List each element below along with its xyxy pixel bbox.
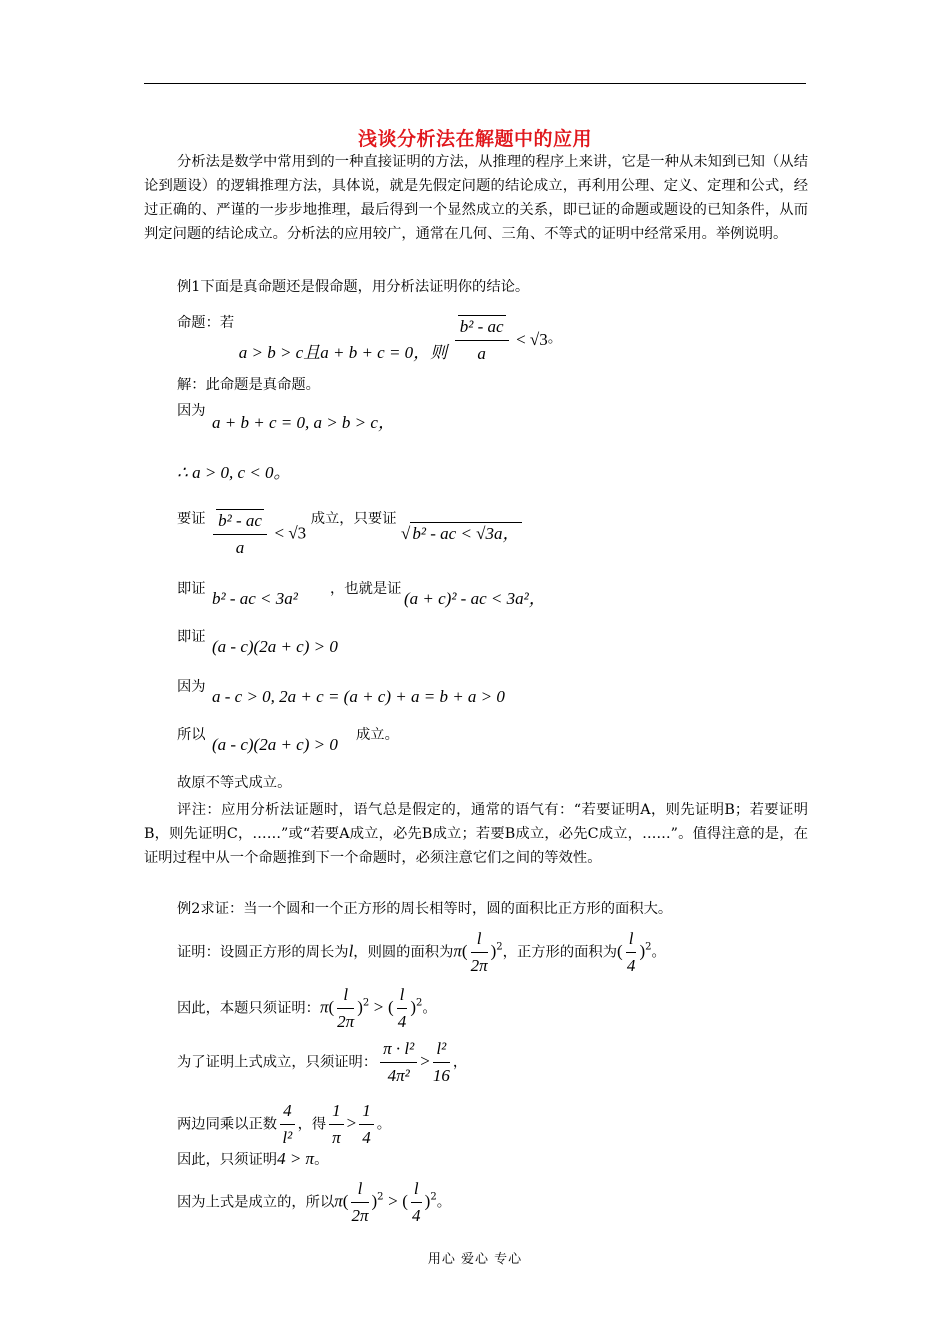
to-prove-den-1: 4π² (387, 1066, 410, 1085)
proof-square-num: l (626, 926, 637, 953)
only-prove-gt: > (373, 997, 384, 1017)
need-prove-target: √ b² - ac < √3a， (401, 523, 520, 543)
to-prove-frac-2 (433, 1036, 450, 1089)
page-footer: 用心 爱心 专心 (427, 1252, 523, 1267)
proposition-denominator: a (477, 344, 486, 363)
final-need-formula: 4 > π (277, 1149, 315, 1168)
only-prove-num-1: l (337, 982, 354, 1009)
so-tail: 成立。 (356, 727, 399, 743)
because-formula: a + b + c = 0, a > b > c， (212, 413, 395, 432)
only-prove-frac-1 (337, 982, 354, 1035)
proof-text-b: ，则圆的面积为 (353, 944, 454, 961)
therefore-line: ∴ a > 0, c < 0。 (177, 463, 291, 482)
period: 。 (376, 1116, 392, 1133)
proof-line: 证明：设圆正方形的周长为l，则圆的面积为π( $\frac{l}{2\pi}$ )$^2$，正方形的面积为( $\frac{l}{4}$ )$^2$。 (177, 926, 666, 979)
proof-circle-fraction (471, 926, 488, 979)
final-gt: > (388, 1191, 398, 1211)
period: 。 (651, 944, 666, 961)
need-prove-denominator: a (235, 538, 245, 557)
multiply-result-den-2: 4 (362, 1128, 371, 1147)
only-prove-pi: π (319, 997, 329, 1017)
multiply-num: 4 (280, 1098, 295, 1125)
to-prove-line (177, 1036, 467, 1089)
period: 。 (422, 1000, 437, 1017)
period: 。 (314, 1152, 329, 1168)
example-1-statement: 例1下面是真命题还是假命题，用分析法证明你的结论。 (177, 279, 530, 295)
final-num-2: l (411, 1176, 422, 1203)
so-line: 所以 (177, 727, 206, 743)
only-prove-frac-2 (397, 982, 408, 1035)
proof-square-exp: 2 (645, 941, 652, 953)
proof-square-fraction (626, 926, 637, 979)
to-prove-num-1: π · l² (380, 1036, 417, 1063)
conclusion-line: 故原不等式成立。 (177, 775, 292, 791)
final-text: 因为上式是成立的，所以 (177, 1194, 335, 1211)
final-need-text: 因此，只须证明 (177, 1152, 278, 1168)
ie-mid: ，也就是证 (330, 581, 402, 597)
to-prove-den-2: 16 (432, 1066, 450, 1085)
to-prove-gt: > (420, 1051, 430, 1071)
final-line: 因为上式是成立的，所以π( $\frac{l}{2\pi}$ )$^2$ > ( $\frac{l}{4}$ )$^2$。 (177, 1176, 451, 1229)
because-line-2: 因为 (177, 679, 206, 695)
multiply-line (177, 1098, 391, 1151)
multiply-result-num-2: 1 (359, 1098, 374, 1125)
final-exp-1: 2 (377, 1191, 384, 1203)
need-prove-numerator: b² - ac (218, 511, 262, 530)
only-prove-line: 因此，本题只须证明：π( $\frac{l}{2\pi}$ )$^2$ > ( $\frac{l}{4}$ )$^2$。 (177, 982, 437, 1035)
ie-label-1: 即证 (177, 581, 206, 597)
proof-circle-exp: 2 (496, 941, 503, 953)
only-prove-num-2: l (397, 982, 408, 1009)
because-formula-2: a - c > 0, 2a + c = (a + c) + a = b + a > 0 (212, 687, 505, 706)
comment-paragraph: 评注：应用分析法证题时，语气总是假定的，通常的语气有：“若要证明A，则先证明B；若要证明B，则先证明C，……”或“若要A成立，必先B成立；若要B成立，必先C成立，……”。值得注意的是，在证明过程中从一个命题推到下一个命题时，必须注意它们之间的等效性。 (144, 802, 808, 866)
proposition-line (177, 312, 562, 365)
example-2-statement: 例2求证：当一个圆和一个正方形的周长相等时，圆的面积比正方形的面积大。 (177, 901, 673, 917)
only-prove-den-2: 4 (397, 1012, 407, 1031)
proof-text-a: 证明：设圆正方形的周长为 (177, 944, 349, 961)
final-need-line (177, 1148, 328, 1171)
proposition-label: 命题：若 (177, 315, 235, 331)
multiply-result-num-1: 1 (329, 1098, 344, 1125)
need-prove-label: 要证 (177, 511, 206, 527)
multiply-text-a: 两边同乘以正数 (177, 1116, 278, 1133)
ie-line-2: 即证 (177, 629, 206, 645)
final-den-2: 4 (412, 1206, 421, 1225)
proposition-rhs: < √3 (516, 329, 548, 349)
need-prove-rhs: < √3 (274, 523, 307, 543)
because-line (177, 400, 206, 422)
ie-formula-1: b² - ac < 3a² (212, 589, 298, 608)
need-prove-target-expr: b² - ac < √3a， (412, 523, 520, 543)
final-frac-2 (411, 1176, 422, 1229)
multiply-den: l² (282, 1128, 293, 1147)
multiply-result-den-1: π (332, 1128, 341, 1147)
final-num-1: l (351, 1176, 368, 1203)
solution-answer: 解：此命题是真命题。 (177, 377, 320, 393)
final-den-1: 2π (351, 1206, 369, 1225)
multiply-result-frac-1 (329, 1098, 344, 1151)
final-exp-2: 2 (430, 1191, 437, 1203)
proposition-numerator: b² - ac (459, 317, 504, 336)
only-prove-exp-1: 2 (362, 997, 370, 1009)
to-prove-num-2: l² (433, 1036, 450, 1063)
proof-pi: π (453, 941, 462, 961)
need-prove-fraction (213, 508, 267, 561)
only-prove-exp-2: 2 (416, 997, 423, 1009)
ie-formula-3: (a - c)(2a + c) > 0 (212, 637, 338, 656)
ie-line-1 (177, 578, 206, 600)
proof-l: l (348, 941, 354, 961)
need-prove-line (177, 508, 522, 561)
period: 。 (436, 1194, 451, 1211)
proof-circle-den: 2π (470, 956, 488, 975)
final-pi: π (334, 1191, 343, 1211)
ie-formula-2: (a + c)² - ac < 3a²， (404, 589, 546, 608)
header-rule (144, 83, 806, 84)
only-prove-den-1: 2π (337, 1012, 355, 1031)
comma: ， (452, 1054, 468, 1071)
because-label: 因为 (177, 403, 206, 419)
multiply-frac (280, 1098, 295, 1151)
proof-circle-num: l (471, 926, 488, 953)
period: 。 (547, 330, 563, 347)
proof-square-den: 4 (626, 956, 636, 975)
only-prove-text: 因此，本题只须证明： (177, 1000, 320, 1017)
proposition-condition: a > b > c且a + b + c = 0，则 (238, 342, 448, 362)
proof-text-c: ，正方形的面积为 (502, 944, 618, 961)
need-prove-mid: 成立，只要证 (310, 511, 397, 527)
so-formula: (a - c)(2a + c) > 0 (212, 735, 338, 754)
intro-paragraph: 分析法是数学中常用到的一种直接证明的方法，从推理的程序上来讲，它是一种从未知到已知（从结论到题设）的逻辑推理方法，具体说，就是先假定问题的结论成立，再利用公理、定义、定理和公式，经过正确的、严谨的一步步地推理，最后得到一个显然成立的关系，即已证的命题或题设的已知条件，从而判定问题的结论成立。分析法的应用较广，通常在几何、三角、不等式的证明中经常采用。举例说明。 (144, 154, 808, 242)
multiply-result-frac-2 (359, 1098, 374, 1151)
proposition-fraction (455, 314, 509, 367)
page-title: 浅谈分析法在解题中的应用 (357, 128, 592, 150)
to-prove-frac-1 (380, 1036, 417, 1089)
multiply-gt: > (346, 1113, 357, 1133)
final-frac-1 (351, 1176, 368, 1229)
multiply-text-b: ，得 (297, 1116, 327, 1133)
to-prove-text: 为了证明上式成立，只须证明： (177, 1054, 378, 1071)
